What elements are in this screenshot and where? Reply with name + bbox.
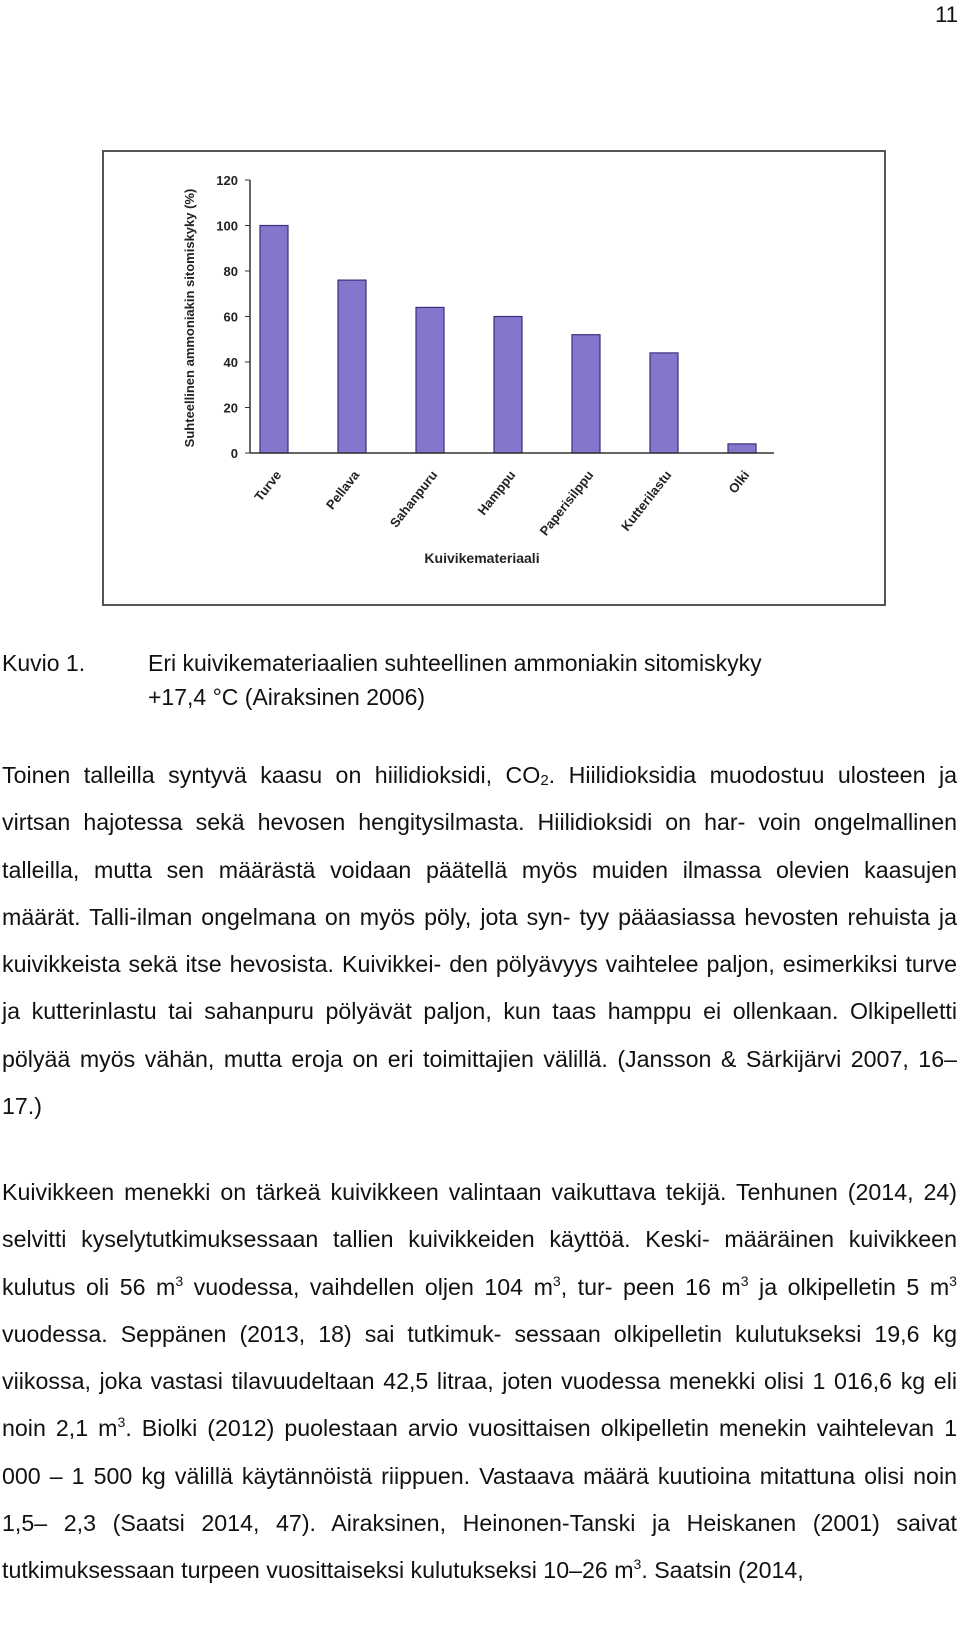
x-tick-label: Olki (725, 467, 753, 497)
y-tick-label: 20 (223, 400, 238, 416)
p2-line-6b: . Biolki (2012) (125, 1415, 275, 1442)
x-tick-label: Sahanpuru (386, 467, 441, 531)
superscript: 3 (740, 1272, 749, 1289)
bar-chart (102, 150, 886, 606)
x-axis-label: Kuivikemateriaali (424, 550, 540, 566)
p1-line-6: den pölyävyys vaihtelee paljon, esimerkiksi turve ja kutterinlastu tai sahanpuru (2, 951, 958, 1025)
p1-line-8: mutta eroja on eri toimittajien välillä. (Jansson & Särkijärvi 2007, 16–17.) (2, 1045, 957, 1120)
y-tick-label: 120 (216, 173, 238, 188)
p1-line-1a: Toinen talleilla syntyvä kaasu on hiilidioksidi, CO (2, 762, 541, 788)
p2-line-8: välillä käytännöistä riippuen. Vastaava määrä kuutioina mitattuna olisi noin 1,5– (2, 1462, 957, 1537)
bar-olki (728, 444, 756, 453)
caption-line-2: +17,4 °C (Airaksinen 2006) (148, 684, 426, 710)
p2-line-10a: tutkimuksessaan turpeen vuosittaiseksi kulutukseksi 10–26 m (2, 1557, 634, 1584)
caption-text (148, 646, 948, 714)
paragraph-1 (2, 752, 957, 1130)
x-tick-label: Kutterilastu (618, 467, 675, 534)
y-axis-label: Suhteellinen ammoniakin sitomiskyky (%) (182, 188, 197, 448)
y-tick-label: 80 (223, 264, 238, 279)
p1-subscript: 2 (540, 772, 549, 789)
p2-line-10b: . Saatsin (2014, (641, 1557, 804, 1584)
bar-chart-figure (102, 150, 886, 606)
p2-line-5: sessaan olkipelletin kulutukseksi 19,6 kg viikossa, joka vastasi tilavuudeltaan (2, 1320, 958, 1395)
p2-line-3b: vuodessa, vaihdellen oljen 104 m (183, 1273, 553, 1300)
paragraph-2 (2, 1169, 957, 1595)
p2-line-3a: määräinen kuivikkeen kulutus oli 56 m (2, 1226, 957, 1300)
bar-turve (260, 226, 288, 454)
bar-kutterilastu (650, 353, 678, 453)
page-number: 11 (935, 2, 958, 27)
p2-line-3c: , tur- (560, 1273, 613, 1300)
p2-line-7: puolestaan arvio vuosittaisen olkipelletin menekin vaihtelevan 1 000 – 1 500 kg (2, 1415, 958, 1489)
p1-line-5: tyy pääasiassa hevosten rehuista ja kuivikkeista sekä itse hevosista. Kuivikkei- (2, 903, 957, 978)
superscript: 3 (117, 1414, 126, 1431)
bar-sahanpuru (416, 307, 444, 453)
superscript: 3 (552, 1272, 561, 1289)
p1-line-7: pölyävät paljon, kun taas hamppu ei ollenkaan. Olkipelletti pölyää myös vähän, (2, 998, 957, 1072)
superscript: 3 (949, 1272, 957, 1289)
y-tick-label: 60 (223, 309, 238, 325)
x-tick-label: Paperisilppu (536, 467, 597, 539)
x-tick-label: Hamppu (474, 467, 519, 518)
p2-line-4b: ja olkipelletin 5 m (748, 1273, 950, 1300)
p1-line-1b: . Hiilidioksidia muodostuu (548, 762, 825, 788)
p2-line-4a: peen 16 m (622, 1273, 741, 1300)
bar-paperisilppu (572, 335, 600, 453)
x-tick-label: Turve (251, 467, 285, 504)
caption-label: Kuvio 1. (2, 650, 86, 676)
bar-hamppu (494, 317, 522, 454)
caption-line-1: Eri kuivikemateriaalien suhteellinen ammoniakin sitomiskyky (148, 650, 762, 676)
p1-line-2: ulosteen ja virtsan hajotessa sekä hevosen hengitysilmasta. Hiilidioksidi on har- (2, 762, 957, 836)
p2-line-2: (2014, 24) selvitti kyselytutkimuksessaan tallien kuivikkeiden käyttöä. Keski- (2, 1179, 957, 1253)
p1-line-4: ilmassa olevien kaasujen määrät. Talli-ilman ongelmana on myös pöly, jota syn- (2, 856, 957, 930)
x-tick-label: Pellava (322, 467, 363, 513)
p1-line-3: voin ongelmallinen talleilla, mutta sen määrästä voidaan päätellä myös muiden (2, 809, 957, 883)
p2-line-4c: vuodessa. Seppänen (2013, 18) sai tutkimuk- (2, 1320, 502, 1347)
superscript: 3 (633, 1556, 642, 1573)
p2-line-6a: 42,5 litraa, joten vuodessa menekki olisi 1 016,6 kg eli noin 2,1 m (2, 1368, 957, 1442)
p2-line-1: Kuivikkeen menekki on tärkeä kuivikkeen valintaan vaikuttava tekijä. Tenhunen (2, 1179, 838, 1205)
superscript: 3 (175, 1272, 184, 1289)
y-tick-label: 100 (216, 218, 238, 234)
p2-line-9: 2,3 (Saatsi 2014, 47). Airaksinen, Heinonen-Tanski ja Heiskanen (2001) saivat (63, 1510, 957, 1537)
bar-pellava (338, 280, 366, 453)
y-tick-label: 40 (223, 355, 238, 370)
y-tick-label: 0 (230, 446, 238, 461)
